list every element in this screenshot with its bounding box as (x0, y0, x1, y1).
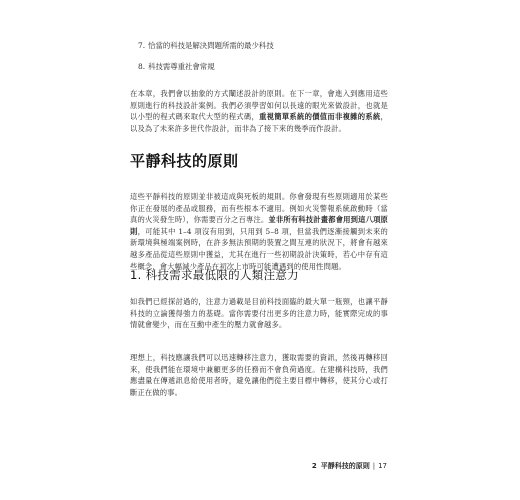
subsection-title: 科技需求最低限的人類注意力 (145, 268, 299, 282)
principles-list (138, 40, 398, 82)
page-footer (312, 461, 387, 471)
section-heading: 平靜科技的原則 (130, 152, 239, 170)
footer-chapter-number: 2 (311, 462, 317, 470)
list-item-text: 恰當的科技是解決問題所需的最少科技 (148, 41, 274, 50)
list-item (138, 40, 398, 51)
subsection-number: 1. (130, 268, 142, 282)
intro-text-a: 在本章，我們會以抽象的方式闡述設計的原則。在下一章，會進入到應用這些原則進行的科技設計案例。我們必須學習如何以長遠的眼光來做設計，也就是以小型的程式碼來取代大型的程式碼， (130, 89, 388, 122)
principles-emphasis: 並非所有科技計畫都會用到這八項原則 (130, 215, 388, 236)
ideal-paragraph: 理想上，科技應讓我們可以迅速轉移注意力，獲取需要的資訊，然後再轉移回來，使我們能在環境中兼顧更多的任務而不會負荷過度。在建構科技時，我們應盡量在傳遞訊息給使用者時，避免讓他們從主要目標中轉移，使其分心或打斷正在做的事。 (130, 353, 388, 397)
list-item-number: 7. (138, 41, 146, 50)
list-item-text: 科技需尊重社會常規 (148, 62, 215, 71)
intro-emphasis: 重視簡單系統的價值而非複雜的系統 (259, 112, 381, 122)
intro-text-c: ，以及為了未來許多世代作設計，而非為了接下來的幾季而作設計。 (130, 112, 388, 133)
page-number: 17 (378, 462, 387, 470)
list-item-number: 8. (138, 62, 146, 71)
intro-paragraph (130, 88, 388, 134)
footer-chapter-title: 平靜科技的原則 (320, 462, 370, 470)
principles-paragraph (130, 191, 388, 272)
subsection-heading (130, 267, 299, 283)
footer-separator: | (372, 462, 376, 470)
principles-text-c: ，可能其中 1–4 項沒有用到，只用到 5–8 項，但當我們逐漸接觸到未來的新環境與極端案例時，在許多無法預期的裝置之間互連的狀況下，將會有越來越多產品從這些原則中獲益，尤其在進行一些初期設計決策時，若心中存有這些概念，會大幅減少產品在初次上市時可能遭遇到的使用性問題。 (130, 226, 389, 271)
principles-text-a: 這些平靜科技的原則並非被這成與死板的規則。你會發現有些原則適用於某些你正在發展的產品或服務，而有些根本不適用。例如火災警報系統啟動時（當真的火災發生時），你需要百分之百專注。 (130, 192, 388, 225)
attention-paragraph: 如我們已經探討過的，注意力過載是目前科技面臨的最大單一瓶頸，也讓平靜科技的立論獲得強力的基礎。當你需要付出更多的注意力時，能實際完成的事情就會變少，而在互動中產生的壓力就會越多。 (130, 297, 388, 330)
list-item (138, 61, 398, 72)
